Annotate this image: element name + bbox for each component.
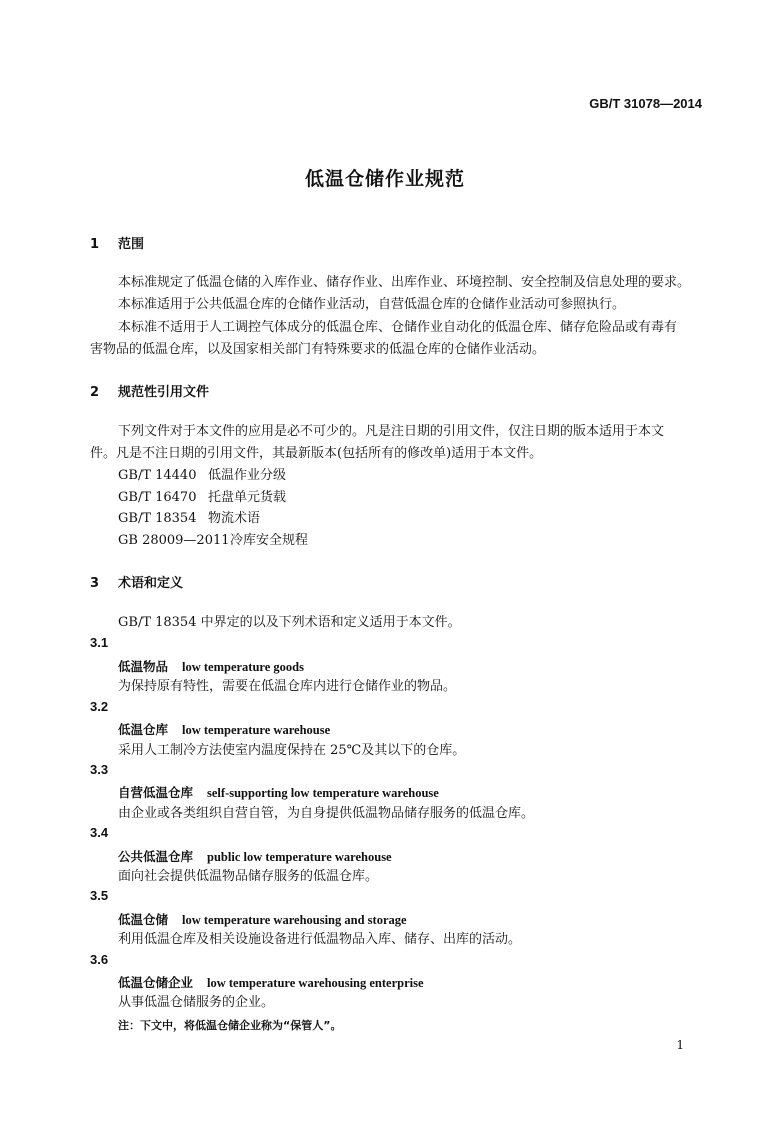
term-definition: 利用低温仓库及相关设施设备进行低温物品入库、储存、出库的活动。: [118, 932, 522, 947]
term-zh: 低温物品: [118, 659, 169, 674]
reference-item: [118, 531, 308, 551]
reference-code: GB/T 18354: [118, 511, 197, 526]
term-heading: [118, 720, 330, 738]
reference-code: GB 28009—2011: [118, 533, 230, 548]
reference-name: 物流术语: [208, 511, 261, 526]
section-heading-scope: [90, 233, 144, 252]
term-heading: [118, 910, 407, 928]
reference-item: [118, 488, 286, 508]
terms-intro: GB/T 18354 中界定的以及下列术语和定义适用于本文件。: [118, 615, 461, 630]
term-number: 3.3: [90, 762, 109, 777]
term-definition: 为保持原有特性，需要在低温仓库内进行仓储作业的物品。: [118, 679, 457, 694]
term-zh: 自营低温仓库: [118, 785, 194, 800]
section-title: 术语和定义: [118, 576, 184, 591]
section-number: 3: [90, 576, 100, 591]
scope-paragraph-3-line-2: 害物品的低温仓库，以及国家相关部门有特殊要求的低温仓库的仓储作业活动。: [90, 342, 546, 357]
scope-paragraph-1: 本标准规定了低温仓储的入库作业、储存作业、出库作业、环境控制、安全控制及信息处理的要求。: [118, 275, 691, 290]
term-en: low temperature goods: [182, 660, 304, 674]
term-en: self-supporting low temperature warehouse: [207, 786, 439, 800]
term-number: 3.4: [90, 825, 109, 840]
term-number: 3.1: [90, 635, 109, 650]
reference-item: [118, 466, 286, 486]
term-en: low temperature warehouse: [182, 723, 331, 737]
section-title: 范围: [118, 237, 145, 252]
term-zh: 低温仓储企业: [118, 975, 194, 990]
term-zh: 公共低温仓库: [118, 849, 194, 864]
term-en: low temperature warehousing enterprise: [207, 976, 424, 990]
term-zh: 低温仓储: [118, 912, 169, 927]
section-title: 规范性引用文件: [118, 385, 210, 400]
term-heading: [118, 847, 392, 865]
term-definition: 面向社会提供低温物品储存服务的低温仓库。: [118, 869, 379, 884]
reference-item: [118, 509, 260, 529]
term-en: low temperature warehousing and storage: [182, 913, 407, 927]
standard-number: GB/T 31078—2014: [589, 96, 702, 111]
term-number: 3.2: [90, 699, 109, 714]
term-number: 3.6: [90, 952, 109, 967]
term-definition: 从事低温仓储服务的企业。: [118, 995, 275, 1010]
term-zh: 低温仓库: [118, 722, 169, 737]
section-heading-terms-and-definitions: [90, 572, 183, 591]
section-number: 2: [90, 385, 100, 400]
section-heading-normative-references: [90, 381, 209, 400]
term-heading: [118, 657, 304, 675]
scope-paragraph-2: 本标准适用于公共低温仓库的仓储作业活动，自营低温仓库的仓储作业活动可参照执行。: [118, 297, 626, 312]
normative-intro-line-2: 件。凡是不注日期的引用文件，其最新版本(包括所有的修改单)适用于本文件。: [90, 446, 543, 461]
note: 注：下文中，将低温仓储企业称为“保管人”。: [118, 1019, 342, 1032]
section-number: 1: [90, 237, 100, 252]
term-heading: [118, 783, 439, 801]
scope-paragraph-3-line-1: 本标准不适用于人工调控气体成分的低温仓库、仓储作业自动化的低温仓库、储存危险品或有毒有: [118, 320, 678, 335]
reference-code: GB/T 16470: [118, 490, 197, 505]
reference-name: 低温作业分级: [208, 468, 287, 483]
reference-name: 冷库安全规程: [230, 533, 309, 548]
normative-intro-line-1: 下列文件对于本文件的应用是必不可少的。凡是注日期的引用文件，仅注日期的版本适用于本文: [118, 424, 665, 439]
term-en: public low temperature warehouse: [207, 850, 392, 864]
page-number: 1: [676, 1038, 684, 1052]
term-definition: 由企业或各类组织自营自管，为自身提供低温物品储存服务的低温仓库。: [118, 806, 535, 821]
term-definition: 采用人工制冷方法使室内温度保持在 25℃及其以下的仓库。: [118, 743, 466, 758]
term-number: 3.5: [90, 888, 109, 903]
reference-code: GB/T 14440: [118, 468, 197, 483]
document-title: 低温仓储作业规范: [304, 168, 465, 190]
reference-name: 托盘单元货载: [208, 490, 287, 505]
term-heading: [118, 973, 424, 991]
